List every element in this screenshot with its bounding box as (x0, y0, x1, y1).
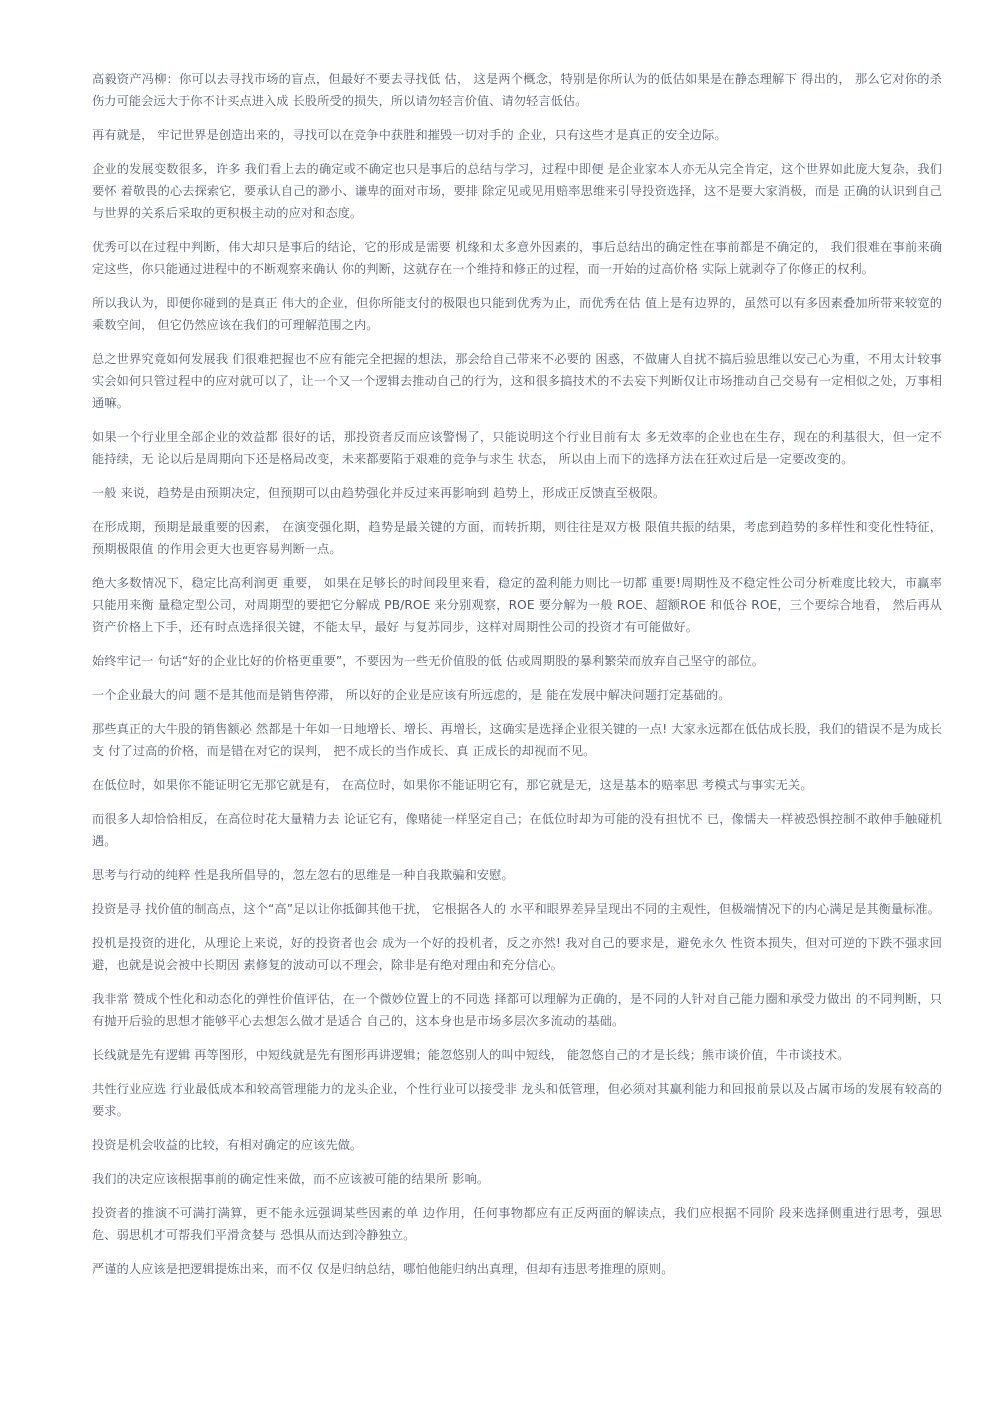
paragraph: 总之世界究竟如何发展我 们很难把握也不应有能完全把握的想法，那会给自己带来不必要的 困惑，不做庸人自扰不搞后验思维以安己心为重，不用太计较事 实会如何只管过程中的应对就可以了，让一个又一个逻辑去推动自己的行为，这和很多搞技术的不去妄下判断仅让市场推动自己交易有一定相似之处，万事相通嘛。 (92, 352, 942, 410)
paragraph: 企业的发展变数很多，许多 我们看上去的确定或不确定也只是事后的总结与学习，过程中即便 是企业家本人亦无从完全肯定，这个世界如此庞大复杂，我们要怀 着敬畏的心去探索它，要承认自己的渺小、谦卑的面对市场，要排 除定见或见用赔率思维来引导投资选择，这不是要大家消极，而是 正确的认识到自己与世界的关系后采取的更积极主动的应对和态度。 (92, 162, 942, 220)
paragraph: 一个企业最大的问 题不是其他而是销售停滞， 所以好的企业是应该有所远虑的，是 能在发展中解决问题打定基础的。 (92, 688, 731, 702)
paragraph: 在形成期，预期是最重要的因素， 在演变强化期，趋势是最关键的方面，而转折期，则往往是双方极 限值共振的结果，考虑到趋势的多样性和变化性特征，预期极限值 的作用会更大也更容易判断一点。 (92, 520, 942, 556)
paragraph: 而很多人却恰恰相反，在高位时花大量精力去 论证它有，像赌徒一样坚定自己；在低位时却为可能的没有担忧不 已，像懦夫一样被恐惧控制不敢伸手触碰机遇。 (92, 812, 942, 848)
paragraph: 那些真正的大牛股的销售额必 然都是十年如一日地增长、增长、再增长，这确实是选择企业很关键的一点! 大家永远都在低估成长股，我们的错误不是为成长支 付了过高的价格，而是错在对它的误判， 把不成长的当作成长、真 正成长的却视而不见。 (92, 722, 942, 758)
paragraph: 我非常 赞成个性化和动态化的弹性价值评估，在一个微妙位置上的不同选 择都可以理解为正确的，是不同的人针对自己能力圈和承受力做出 的不同判断，只有抛开后验的思想才能够平心去想怎么做才是适合 自己的，这本身也是市场多层次多流动的基础。 (92, 992, 942, 1028)
paragraph: 始终牢记一 句话“好的企业比好的价格更重要”，不要因为一些无价值股的低 估或周期股的暴利繁荣而放弃自己坚守的部位。 (92, 654, 765, 668)
paragraph: 严谨的人应该是把逻辑提炼出来，而不仅 仅是归纳总结，哪怕他能归纳出真理，但却有违思考推理的原则。 (92, 1262, 674, 1276)
paragraph: 投机是投资的进化，从理论上来说，好的投资者也会 成为一个好的投机者，反之亦然! 我对自己的要求是，避免永久 性资本损失，但对可逆的下跌不强求回避，也就是说会被中长期因 素修复的波动可以不理会，除非是有绝对理由和充分信心。 (92, 936, 942, 972)
paragraph: 绝大多数情况下，稳定比高利润更 重要， 如果在足够长的时间段里来看，稳定的盈利能力则比一切都 重要!周期性及不稳定性公司分析难度比较大，市赢率只能用来衡 量稳定型公司，对周期型的要把它分解成 PB/ROE 来分别观察，ROE 要分解为一般 ROE、超额ROE 和低谷 ROE，三个要综合地看， 然后再从资产价格上下手，还有时点选择很关键，不能太早，最好 与复苏同步，这样对周期性公司的投资才有可能做好。 (92, 576, 942, 634)
paragraph: 优秀可以在过程中判断，伟大却只是事后的结论，它的形成是需要 机缘和太多意外因素的，事后总结出的确定性在事前都是不确定的， 我们很难在事前来确定这些，你只能通过进程中的不断观察来确认 你的判断，这就存在一个维持和修正的过程，而一开始的过高价格 实际上就剥夺了你修正的权利。 (92, 240, 942, 276)
paragraph: 所以我认为，即便你碰到的是真正 伟大的企业，但你所能支付的极限也只能到优秀为止，而优秀在估 值上是有边界的，虽然可以有多因素叠加所带来较宽的乘数空间， 但它仍然应该在我们的可理解范围之内。 (92, 296, 942, 332)
paragraph: 投资是机会收益的比较，有相对确定的应该先做。 (92, 1138, 363, 1152)
paragraph: 我们的决定应该根据事前的确定性来做，而不应该被可能的结果所 影响。 (92, 1172, 490, 1186)
paragraph: 投资是寻 找价值的制高点，这个“高”足以让你抵御其他干扰， 它根据各人的 水平和眼界差异呈现出不同的主观性，但极端情况下的内心满足是其衡量标准。 (92, 902, 941, 916)
paragraph: 高毅资产冯柳：你可以去寻找市场的盲点，但最好不要去寻找低 估， 这是两个概念，特别是你所认为的低估如果是在静态理解下 得出的， 那么它对你的杀伤力可能会远大于你不计买点进入成 长股所受的损失，所以请勿轻言价值、请勿轻言低估。 (92, 72, 942, 108)
paragraph: 长线就是先有逻辑 再等图形，中短线就是先有图形再讲逻辑；能忽悠别人的叫中短线， 能忽悠自己的才是长线；熊市谈价值，牛市谈技术。 (92, 1048, 850, 1062)
paragraph: 共性行业应选 行业最低成本和较高管理能力的龙头企业，个性行业可以接受非 龙头和低管理，但必须对其赢利能力和回报前景以及占属市场的发展有较高的要求。 (92, 1082, 942, 1118)
paragraph: 再有就是， 牢记世界是创造出来的，寻找可以在竞争中获胜和摧毁一切对手的 企业，只有这些才是真正的安全边际。 (92, 128, 727, 142)
paragraph: 如果一个行业里全部企业的效益都 很好的话，那投资者反而应该警惕了，只能说明这个行业目前有太 多无效率的企业也在生存，现在的利基很大，但一定不能持续，无 论以后是周期向下还是格局改变，未来都要陷于艰难的竞争与求生 状态， 所以由上而下的选择方法在狂欢过后是一定要改变的。 (92, 430, 942, 466)
paragraph: 投资者的推演不可满打满算，更不能永远强调某些因素的单 边作用，任何事物都应有正反两面的解读点，我们应根据不同阶 段来选择侧重进行思考，强思危、弱思机才可帮我们平滑贪婪与 恐惧从而达到冷静独立。 (92, 1206, 942, 1242)
paragraph: 一般 来说，趋势是由预期决定，但预期可以由趋势强化并反过来再影响到 趋势上，形成正反馈直至极限。 (92, 486, 666, 500)
paragraph: 思考与行动的纯粹 性是我所倡导的，忽左忽右的思维是一种自我欺骗和安慰。 (92, 868, 514, 882)
paragraph: 在低位时，如果你不能证明它无那它就是有， 在高位时，如果你不能证明它有，那它就是无，这是基本的赔率思 考模式与事实无关。 (92, 778, 813, 792)
